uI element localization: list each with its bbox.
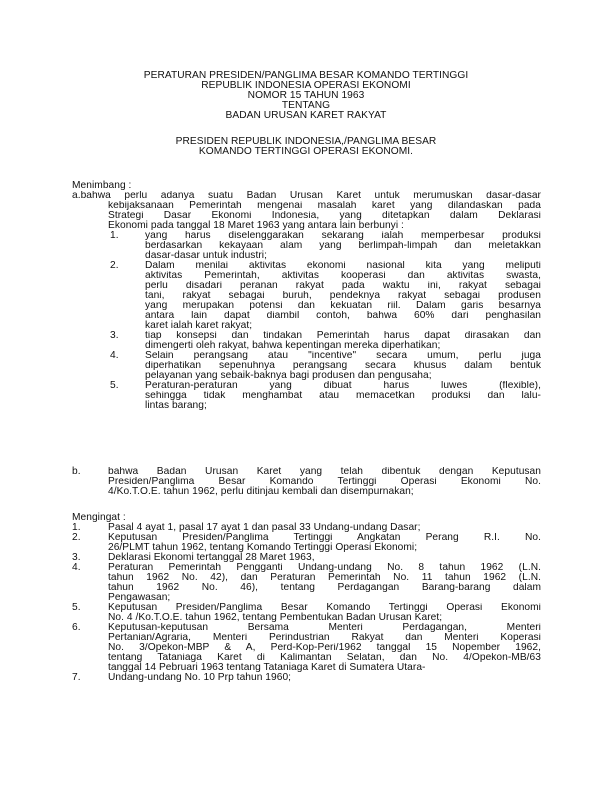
list-item-line: No. 3/Opekon-MBP & A, Perd-Kop-Peri/1962 tanggal 15 Nopember 1962, (108, 643, 541, 653)
list-item-line: tahun 1962 No. 42), dan Peraturan Pemerintah No. 11 tahun 1962 (L.N. (108, 573, 541, 583)
list-item-line: karet ialah karet rakyat; (145, 320, 253, 331)
list-item-line: dimengerti oleh rakyat, bahwa kepentingan mereka diperhatikan; (145, 340, 441, 351)
list-item-line: Deklarasi Ekonomi tertanggal 28 Maret 1963, (108, 552, 315, 563)
list-number: 4. (72, 562, 81, 573)
title-line-3: NOMOR 15 TAHUN 1963 (247, 90, 365, 101)
list-item-line: sehingga tidak menghambat atau memacetkan produksi dan lalu- (145, 391, 541, 401)
list-number: b. (72, 466, 81, 477)
subtitle-line-1: PRESIDEN REPUBLIK INDONESIA,/PANGLIMA BESAR (175, 136, 437, 147)
list-item-line: Keputusan Presiden/Panglima Besar Komando Tertinggi Operasi Ekonomi (108, 603, 541, 613)
title-line-4: TENTANG (281, 100, 331, 111)
list-item-line: Dalam menilai aktivitas ekonomi nasional kita yang meliputi (145, 261, 541, 271)
list-item-line: antara lain dapat diambil contoh, bahwa 60% dari penghasilan (145, 311, 541, 321)
list-item-line: pelayanan yang sebaik-baknya bagi produsen dan pengusaha; (145, 370, 432, 381)
menimbang-a-line: a.bahwa perlu adanya suatu Badan Urusan Karet untuk merumuskan dasar-dasar (72, 191, 541, 201)
list-item-line: berdasarkan kekayaan alam yang berlimpah-limpah dan meletakkan (145, 241, 541, 251)
list-number: 2. (110, 260, 119, 271)
list-number: 2. (72, 532, 81, 543)
menimbang-heading: Menimbang : (72, 180, 132, 191)
list-number: 1. (110, 230, 119, 241)
list-item-line: dasar-dasar untuk industri; (145, 250, 267, 261)
subtitle-line-2: KOMANDO TERTINGGI OPERASI EKONOMI. (198, 146, 414, 157)
menimbang-b-line: 4/Ko.T.O.E. tahun 1962, perlu ditinjau kembali dan disempurnakan; (108, 486, 414, 497)
list-item-line: Pengawasan; (108, 592, 171, 603)
list-item-line: Selain perangsang atau "incentive" secara umum, perlu juga (145, 351, 541, 361)
list-item-line: diperhatikan sepenuhnya perangsang secara khusus dalam bentuk (145, 361, 541, 371)
title-line-5: BADAN URUSAN KARET RAKYAT (225, 110, 387, 121)
list-number: 7. (72, 672, 81, 683)
menimbang-a-line: Ekonomi pada tanggal 18 Maret 1963 yang antara lain berbunyi : (108, 220, 404, 231)
list-item-line: Pertanian/Agraria, Menteri Perindustrian Rakyat dan Menteri Koperasi (108, 633, 541, 643)
list-item-line: tanggal 14 Pebruari 1963 tentang Tataniaga Karet di Sumatera Utara- (108, 662, 426, 673)
list-number: 4. (110, 350, 119, 361)
list-item-line: lintas barang; (145, 400, 207, 411)
list-item-line: Keputusan-keputusan Bersama Menteri Perdagangan, Menteri (108, 623, 541, 633)
list-item-line: yang harus diselenggarakan sekarang ialah memperbesar produksi (145, 231, 541, 241)
list-number: 3. (72, 552, 81, 563)
list-item-line: yang merupakan potensi dan kekuatan riil. Dalam garis besarnya (145, 301, 541, 311)
list-item-line: tani, rakyat sebagai buruh, pendeknya rakyat sebagai produsen (145, 291, 541, 301)
list-item-line: tiap konsepsi dan tindakan Pemerintah harus dapat dirasakan dan (145, 331, 541, 341)
mengingat-heading: Mengingat : (72, 512, 126, 523)
list-item-line: perlu disadari peranan rakyat pada waktu ini, rakyat sebagai (145, 281, 541, 291)
list-number: 1. (72, 522, 81, 533)
list-item-line: Undang-undang No. 10 Prp tahun 1960; (108, 672, 292, 683)
menimbang-a-line: kebijaksanaan Pemerintah mengenai masalah karet yang dilandaskan pada (108, 201, 541, 211)
list-item-line: Peraturan-peraturan yang dibuat harus luwes (flexible), (145, 381, 541, 391)
list-number: 3. (110, 330, 119, 341)
list-item-line: No. 4 /Ko.T.O.E. tahun 1962, tentang Pembentukan Badan Urusan Karet; (108, 612, 443, 623)
title-line-2: REPUBLIK INDONESIA OPERASI EKONOMI (201, 80, 411, 91)
menimbang-b-line: bahwa Badan Urusan Karet yang telah dibentuk dengan Keputusan (108, 467, 541, 477)
list-number: 6. (72, 622, 81, 633)
list-item-line: Peraturan Pemerintah Pengganti Undang-undang No. 8 tahun 1962 (L.N. (108, 563, 541, 573)
title-line-1: PERATURAN PRESIDEN/PANGLIMA BESAR KOMANDO TERTINGGI (143, 70, 469, 81)
list-item-line: Keputusan Presiden/Panglima Tertinggi Angkatan Perang R.I. No. (108, 533, 541, 543)
list-item-line: tentang Tataniaga Karet di Kalimantan Selatan, dan No. 4/Opekon-MB/63 (108, 653, 541, 663)
list-number: 5. (110, 380, 119, 391)
list-item-line: Pasal 4 ayat 1, pasal 17 ayat 1 dan pasal 33 Undang-undang Dasar; (108, 522, 421, 533)
menimbang-a-line: Strategi Dasar Ekonomi Indonesia, yang ditetapkan dalam Deklarasi (108, 211, 541, 221)
list-item-line: 26/PLMT tahun 1962, tentang Komando Tertinggi Operasi Ekonomi; (108, 542, 418, 553)
list-item-line: aktivitas Pemerintah, aktivitas kooperasi dan aktivitas swasta, (145, 271, 541, 281)
list-number: 5. (72, 602, 81, 613)
list-item-line: tahun 1962 No. 46), tentang Perdagangan Barang-barang dalam (108, 583, 541, 593)
menimbang-b-line: Presiden/Panglima Besar Komando Tertinggi Operasi Ekonomi No. (108, 477, 541, 487)
